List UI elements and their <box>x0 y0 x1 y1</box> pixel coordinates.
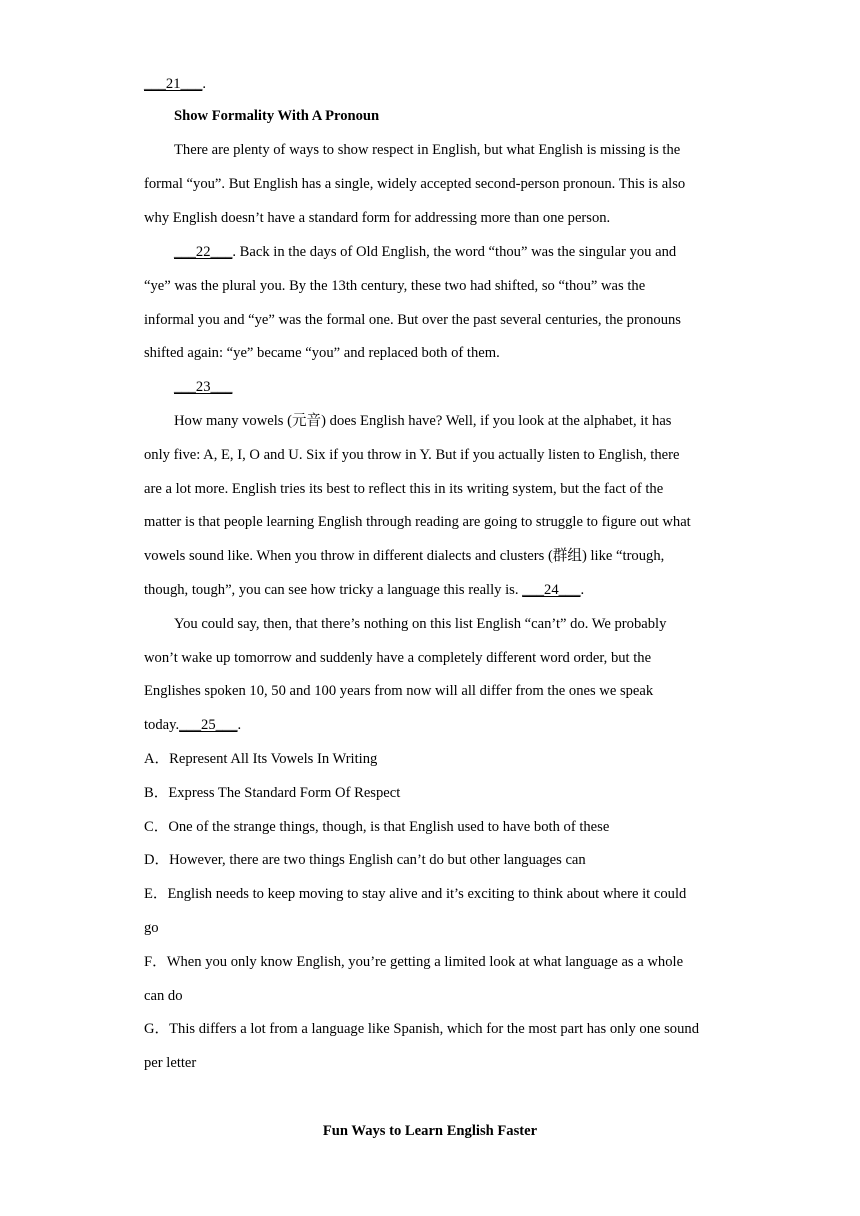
option-e-cont: go <box>144 920 159 936</box>
paragraph-line: How many vowels (元音) does English have? Well, if you look at the alphabet, it has <box>174 413 672 429</box>
paragraph-line: only five: A, E, I, O and U. Six if you throw in Y. But if you actually listen to English, there <box>144 447 680 463</box>
paragraph-line: are a lot more. English tries its best to reflect this in its writing system, but the fact of the <box>144 481 664 497</box>
paragraph-line: shifted again: “ye” became “you” and replaced both of them. <box>144 345 500 361</box>
option-c: C．One of the strange things, though, is that English used to have both of these <box>144 819 610 835</box>
option-f: F．When you only know English, you’re getting a limited look at what language as a whole <box>144 954 684 970</box>
paragraph-line: There are plenty of ways to show respect in English, but what English is missing is the <box>174 142 681 158</box>
paragraph-line: Englishes spoken 10, 50 and 100 years from now will all differ from the ones we speak <box>144 683 654 699</box>
paragraph-line <box>144 715 241 735</box>
period: . <box>202 76 207 92</box>
period: . <box>237 717 242 733</box>
paragraph-line: matter is that people learning English through reading are going to struggle to figure out what <box>144 514 691 530</box>
blank-22: ___22___ <box>174 244 233 260</box>
paragraph-line <box>144 580 584 600</box>
blank-23-line <box>174 377 232 397</box>
paragraph-text: . Back in the days of Old English, the word “thou” was the singular you and <box>232 244 677 260</box>
blank-21-line <box>144 74 206 94</box>
paragraph-line <box>174 242 676 262</box>
section-heading: Show Formality With A Pronoun <box>174 108 380 124</box>
blank-21: ___21___ <box>144 76 203 92</box>
paragraph-line: formal “you”. But English has a single, widely accepted second-person pronoun. This is also <box>144 176 686 192</box>
blank-23: ___23___ <box>174 379 233 395</box>
option-d: D．However, there are two things English can’t do but other languages can <box>144 852 586 868</box>
paragraph-line: informal you and “ye” was the formal one. But over the past several centuries, the pronouns <box>144 312 681 328</box>
paragraph-line: won’t wake up tomorrow and suddenly have a completely different word order, but the <box>144 650 652 666</box>
paragraph-line: vowels sound like. When you throw in different dialects and clusters (群组) like “trough, <box>144 548 665 564</box>
paragraph-text: though, tough”, you can see how tricky a language this really is. <box>144 582 523 598</box>
option-e: E．English needs to keep moving to stay alive and it’s exciting to think about where it could <box>144 886 687 902</box>
blank-24: ___24___ <box>522 582 581 598</box>
next-passage-title: Fun Ways to Learn English Faster <box>322 1123 538 1139</box>
blank-25: ___25___ <box>179 717 238 733</box>
paragraph-text: today. <box>144 717 180 733</box>
paragraph-line: You could say, then, that there’s nothing on this list English “can’t” do. We probably <box>174 616 667 632</box>
option-f-cont: can do <box>144 988 183 1004</box>
option-g: G．This differs a lot from a language like Spanish, which for the most part has only one sound <box>144 1021 699 1037</box>
option-b: B．Express The Standard Form Of Respect <box>144 785 401 801</box>
paragraph-line: “ye” was the plural you. By the 13th century, these two had shifted, so “thou” was the <box>144 278 646 294</box>
option-g-cont: per letter <box>144 1055 197 1071</box>
period: . <box>580 582 585 598</box>
paragraph-line: why English doesn’t have a standard form for addressing more than one person. <box>144 210 611 226</box>
option-a: A．Represent All Its Vowels In Writing <box>144 751 378 767</box>
